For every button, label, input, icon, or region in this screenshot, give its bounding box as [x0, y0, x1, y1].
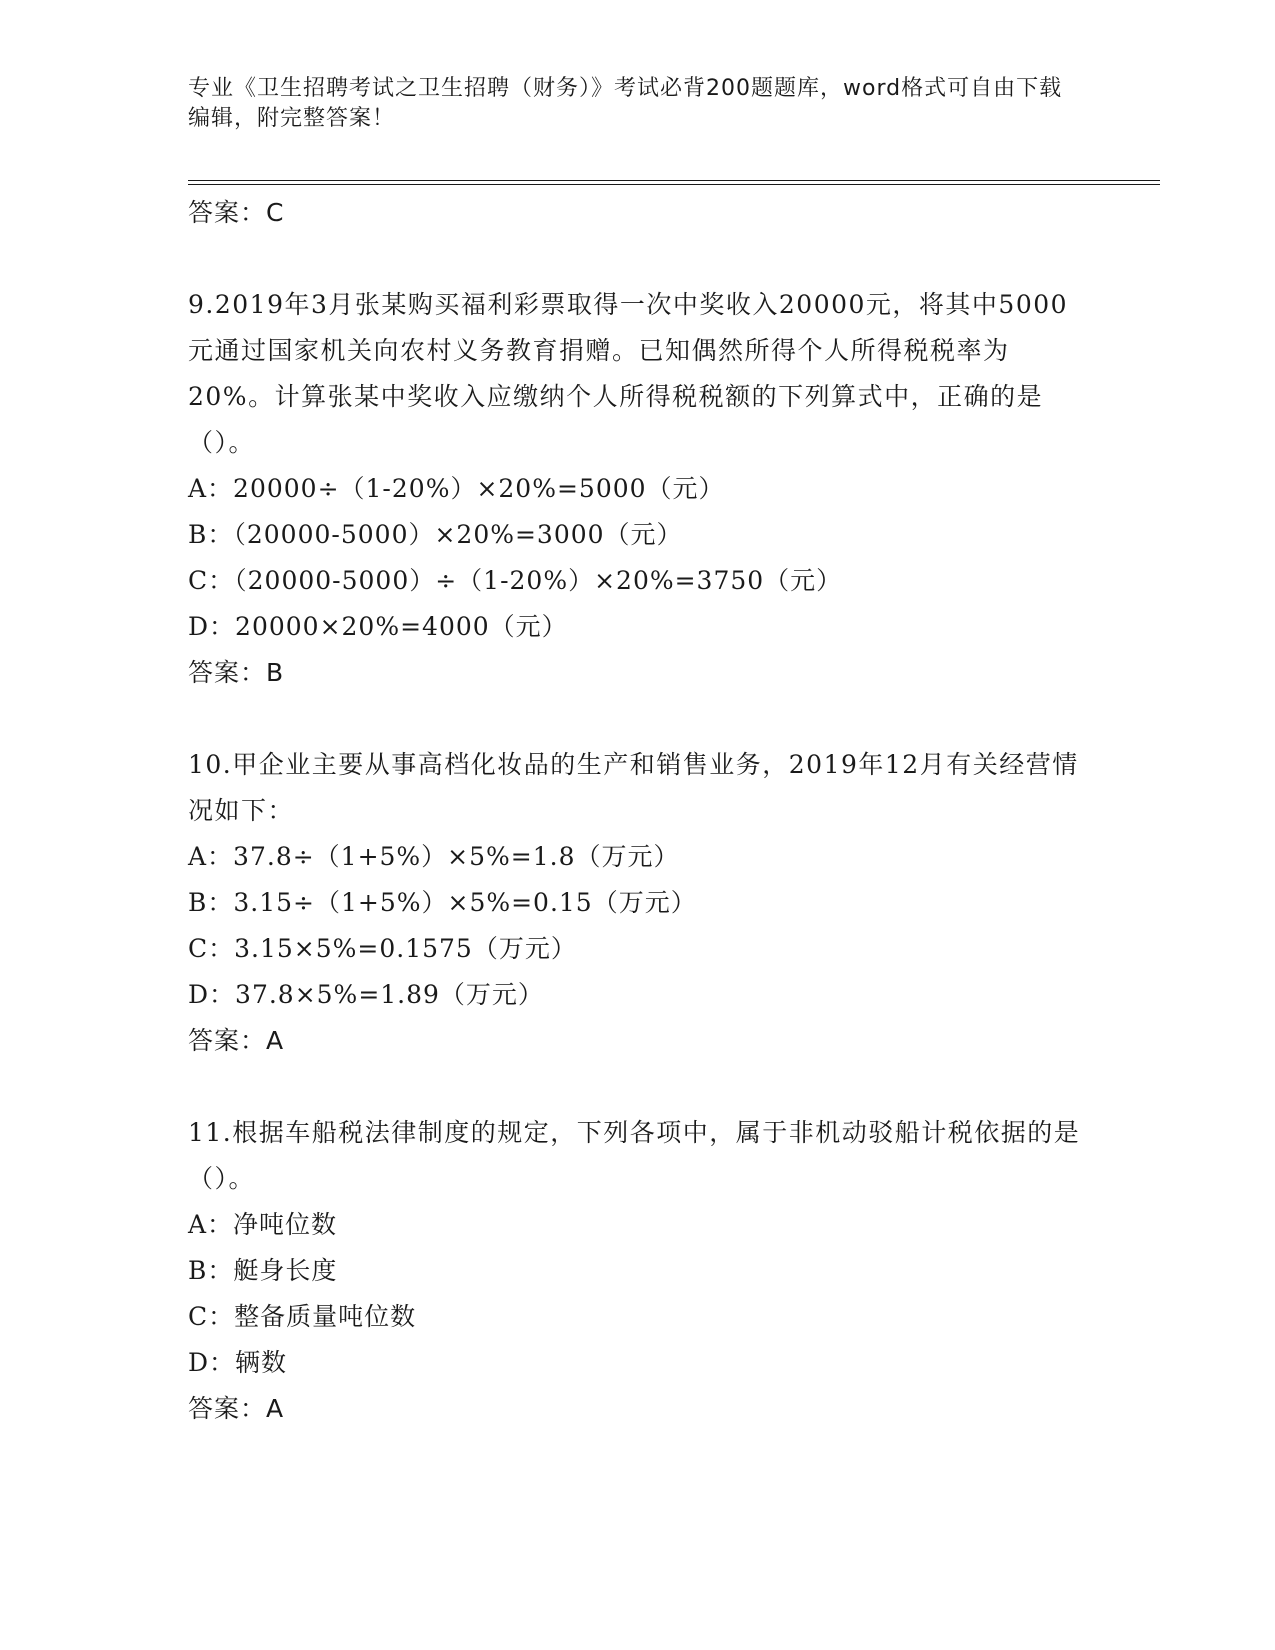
option-b: B：艇身长度 [188, 1256, 338, 1285]
answer: 答案：B [188, 658, 285, 687]
question-9 [188, 282, 1088, 696]
option-d: D：20000×20%=4000（元） [188, 612, 568, 641]
header-rule-bottom [188, 184, 1160, 185]
option-b: B：3.15÷（1+5%）×5%=0.15（万元） [188, 888, 697, 917]
header-rule-top [188, 180, 1160, 181]
option-c: C：3.15×5%=0.1575（万元） [188, 934, 577, 963]
option-b: B：（20000-5000）×20%=3000（元） [188, 520, 683, 549]
question-list [188, 190, 1088, 1432]
previous-answer: 答案：C [188, 198, 285, 227]
option-a: A：20000÷（1-20%）×20%=5000（元） [188, 474, 725, 503]
option-d: D：辆数 [188, 1348, 288, 1377]
question-text: 9.2019年3月张某购买福利彩票取得一次中奖收入20000元，将其中5000元通过国家机关向农村义务教育捐赠。已知偶然所得个人所得税税率为20%。计算张某中奖收入应缴纳个人所得税税额的下列算式中，正确的是（）。 [188, 290, 1069, 457]
question-text: 11.根据车船税法律制度的规定，下列各项中，属于非机动驳船计税依据的是（）。 [188, 1118, 1081, 1193]
page-header: 专业《卫生招聘考试之卫生招聘（财务）》考试必背200题题库，word格式可自由下载编辑，附完整答案！ [188, 76, 1063, 131]
question-text: 10.甲企业主要从事高档化妆品的生产和销售业务，2019年12月有关经营情况如下： [188, 750, 1079, 825]
option-a: A：37.8÷（1+5%）×5%=1.8（万元） [188, 842, 680, 871]
option-a: A：净吨位数 [188, 1210, 338, 1239]
option-c: C：整备质量吨位数 [188, 1302, 417, 1331]
question-11 [188, 1110, 1088, 1432]
answer: 答案：A [188, 1394, 285, 1423]
question-10 [188, 742, 1088, 1064]
option-d: D：37.8×5%=1.89（万元） [188, 980, 544, 1009]
option-c: C：（20000-5000）÷（1-20%）×20%=3750（元） [188, 566, 843, 595]
answer: 答案：A [188, 1026, 285, 1055]
